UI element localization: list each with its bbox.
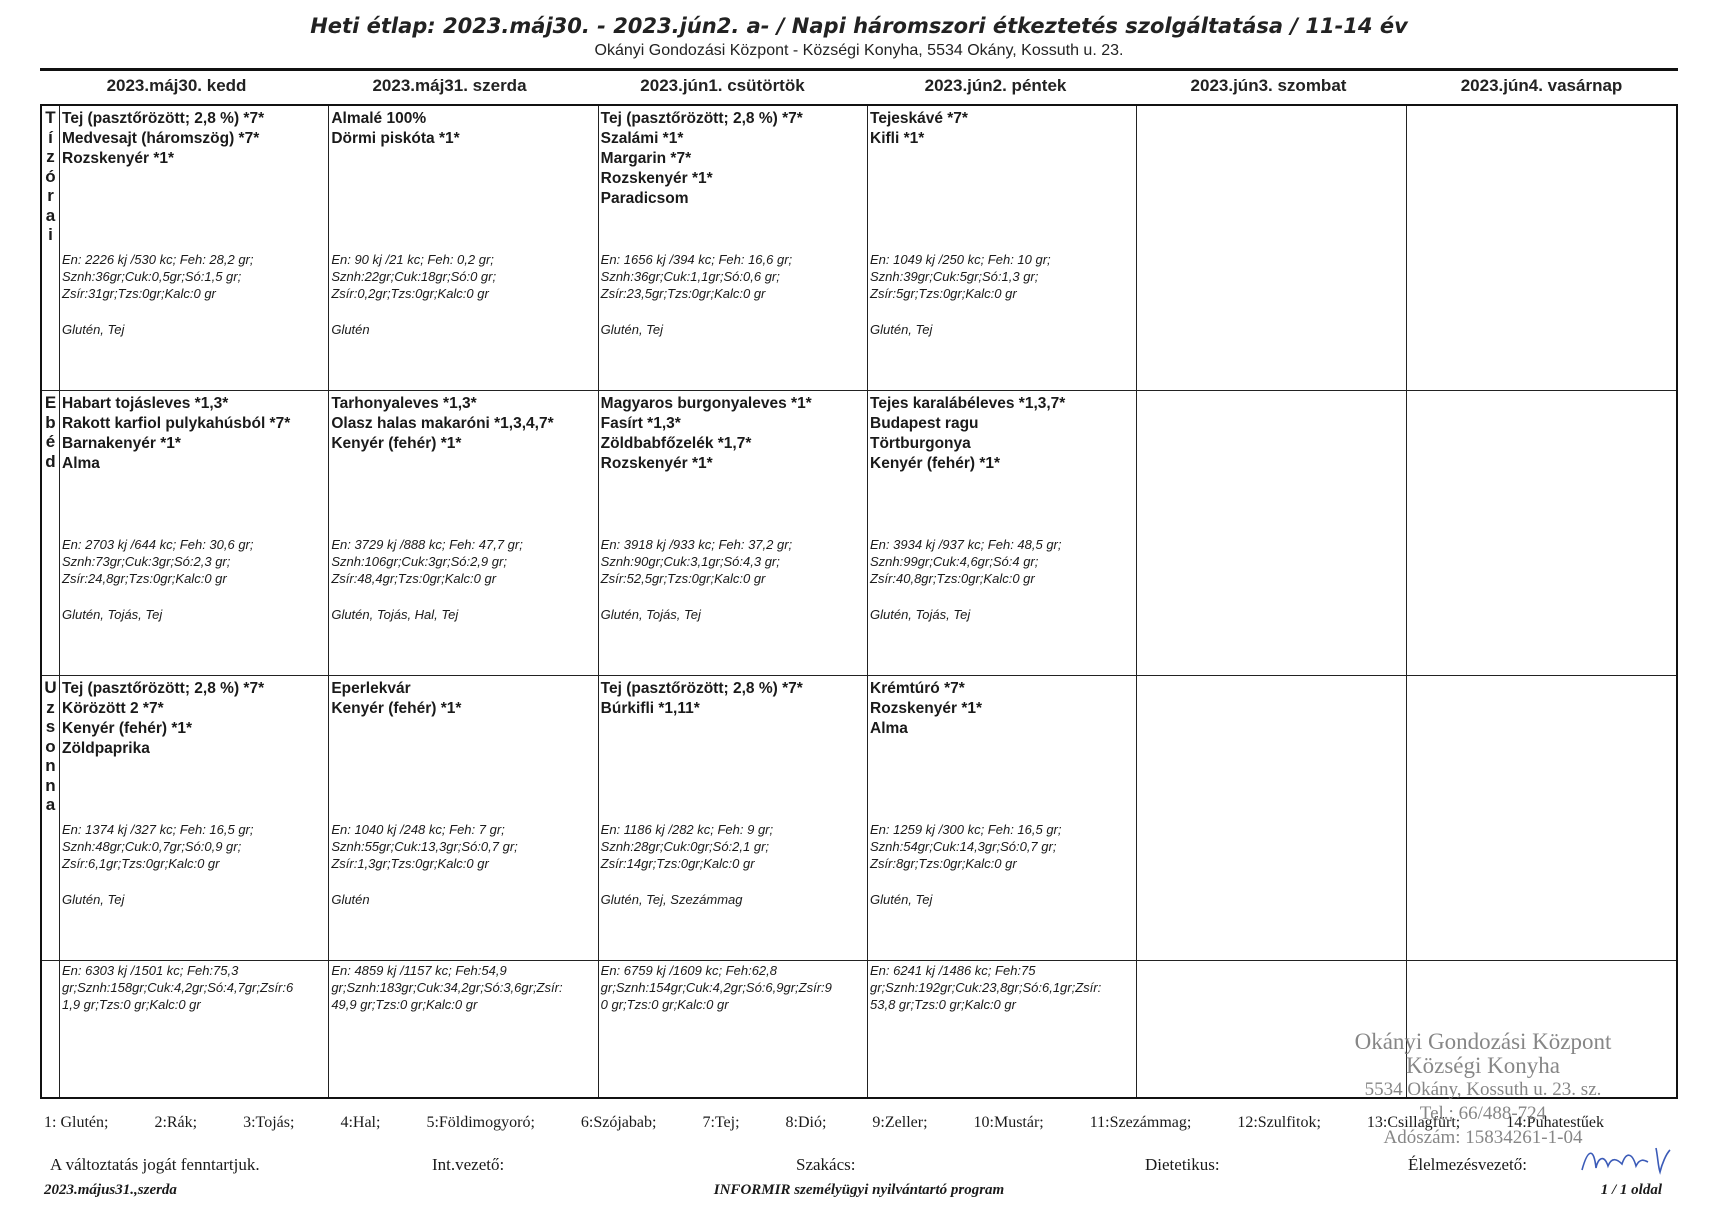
meal-label-letter: é [45, 432, 56, 451]
day-header-row [40, 72, 1678, 100]
menu-item: Paradicsom [600, 190, 689, 207]
menu-item: Alma [62, 455, 100, 472]
menu-item: Törtburgonya [870, 435, 971, 452]
menu-cell [329, 676, 598, 961]
empty-cell [1137, 676, 1406, 961]
total-line: 1,9 gr;Tzs:0 gr;Kalc:0 gr [62, 996, 201, 1012]
allergen-info: Glutén, Tej, Szezámmag [600, 892, 743, 907]
footer-program: INFORMIR személyügyi nyilvántartó program [713, 1182, 1005, 1198]
menu-item: Eperlekvár [331, 680, 411, 697]
institution-stamp [1318, 1030, 1648, 1150]
nutrition-line: En: 1049 kj /250 kc; Feh: 10 gr; [870, 252, 1051, 267]
total-line: En: 4859 kj /1157 kc; Feh:54,9 [331, 963, 507, 978]
menu-item: Tejeskávé *7* [870, 110, 968, 127]
menu-cell [868, 106, 1137, 391]
nutrition-line: Zsír:1,3gr;Tzs:0gr;Kalc:0 gr [331, 855, 489, 871]
menu-item: Habart tojásleves *1,3* [62, 395, 229, 412]
menu-grid [40, 104, 1678, 1099]
nutrition-line: En: 3729 kj /888 kc; Feh: 47,7 gr; [331, 537, 523, 552]
nutrition-line: En: 2703 kj /644 kc; Feh: 30,6 gr; [62, 537, 254, 552]
nutrition-line: En: 2226 kj /530 kc; Feh: 28,2 gr; [62, 252, 254, 267]
legend-item: 4:Hal; [340, 1114, 381, 1131]
total-line: gr;Sznh:158gr;Cuk:4,2gr;Só:4,7gr;Zsír:6 [62, 979, 294, 995]
nutrition-info [601, 252, 865, 302]
notice-text: A változtatás jogát fenntartjuk. [50, 1155, 260, 1174]
nutrition-line: Zsír:48,4gr;Tzs:0gr;Kalc:0 gr [331, 570, 497, 586]
menu-item: Barnakenyér *1* [62, 435, 181, 452]
allergen-info: Glutén, Tojás, Tej [62, 607, 163, 622]
menu-item: Almalé 100% [331, 110, 427, 127]
nutrition-info [601, 822, 865, 872]
nutrition-line: Zsír:5gr;Tzs:0gr;Kalc:0 gr [870, 285, 1017, 301]
nutrition-line: Zsír:40,8gr;Tzs:0gr;Kalc:0 gr [870, 570, 1035, 586]
menu-item: Kenyér (fehér) *1* [62, 720, 193, 737]
dietetikus-label: Dietetikus: [1145, 1155, 1220, 1174]
meal-label-letter: U [44, 678, 57, 697]
menu-cell [599, 106, 868, 391]
menu-item: Kifli *1* [870, 130, 925, 147]
empty-cell [1407, 106, 1676, 391]
nutrition-line: Sznh:73gr;Cuk:3gr;Só:2,3 gr; [62, 553, 231, 569]
stamp-line: Tel.: 66/488-724 [1419, 1103, 1547, 1124]
stamp-line: Okányi Gondozási Központ [1354, 1029, 1612, 1054]
legend-item: 8:Dió; [785, 1114, 827, 1131]
menu-item: Krémtúró *7* [870, 680, 965, 697]
meal-label-ebed [42, 391, 60, 676]
meal-label-letter: E [44, 393, 57, 412]
menu-item: Körözött 2 *7* [62, 700, 164, 717]
daily-total-cell [599, 961, 868, 1097]
menu-item: Szalámi *1* [600, 130, 684, 147]
nutrition-line: Zsír:23,5gr;Tzs:0gr;Kalc:0 gr [600, 285, 766, 301]
menu-cell [60, 676, 329, 961]
nutrition-line: Sznh:39gr;Cuk:5gr;Só:1,3 gr; [870, 268, 1039, 284]
menu-item: Rozskenyér *1* [600, 170, 713, 187]
meal-label-letter: n [45, 775, 56, 795]
empty-cell [1407, 391, 1676, 676]
allergen-info: Glutén [331, 892, 370, 907]
page-title: Heti étlap: 2023.máj30. - 2023.jún2. a- / Napi háromszori étkeztetés szolgáltatása / 11-14 év [310, 14, 1408, 38]
meal-label-letter: a [45, 205, 56, 225]
meal-label-tizorai [42, 106, 60, 391]
nutrition-line: Sznh:36gr;Cuk:1,1gr;Só:0,6 gr; [600, 268, 780, 284]
stamp-line: Községi Konyha [1406, 1053, 1560, 1078]
meal-label-letter: z [46, 697, 55, 717]
menu-item: Kenyér (fehér) *1* [331, 700, 462, 717]
menu-item: Tarhonyaleves *1,3* [331, 395, 477, 412]
menu-item: Magyaros burgonyaleves *1* [600, 395, 812, 412]
nutrition-line: En: 1259 kj /300 kc; Feh: 16,5 gr; [870, 822, 1062, 837]
empty-cell [1137, 391, 1406, 676]
day-header: 2023.jún1. csütörtök [640, 76, 805, 95]
menu-item: Zöldbabfőzelék *1,7* [600, 435, 752, 452]
nutrition-line: Sznh:48gr;Cuk:0,7gr;Só:0,9 gr; [62, 838, 242, 854]
total-line: En: 6303 kj /1501 kc; Feh:75,3 [62, 963, 239, 978]
total-line: 53,8 gr;Tzs:0 gr;Kalc:0 gr [870, 996, 1016, 1012]
daily-total-cell [868, 961, 1137, 1097]
header-rule [40, 68, 1678, 71]
allergen-info: Glutén, Tej [870, 892, 933, 907]
menu-item: Kenyér (fehér) *1* [870, 455, 1001, 472]
legend-item: 10:Mustár; [973, 1114, 1044, 1131]
legend-item: 9:Zeller; [872, 1114, 928, 1131]
meal-label-letter: n [45, 756, 56, 775]
stamp-line: Adószám: 15834261-1-04 [1383, 1127, 1583, 1148]
meal-label-letter: b [45, 412, 56, 432]
allergen-info: Glutén [331, 322, 370, 337]
nutrition-line: En: 1040 kj /248 kc; Feh: 7 gr; [331, 822, 505, 837]
nutrition-line: En: 1374 kj /327 kc; Feh: 16,5 gr; [62, 822, 254, 837]
menu-item: Rozskenyér *1* [62, 150, 175, 167]
legend-item: 6:Szójabab; [580, 1114, 657, 1131]
legend-item: 7:Tej; [702, 1114, 740, 1131]
meal-label-letter: ó [45, 166, 56, 186]
int-vezeto-label: Int.vezető: [432, 1155, 505, 1174]
nutrition-info [870, 822, 1134, 872]
totals-label-cell [42, 961, 60, 1097]
menu-cell [599, 676, 868, 961]
total-line: gr;Sznh:154gr;Cuk:4,2gr;Só:6,9gr;Zsír:9 [600, 979, 832, 995]
total-line: 49,9 gr;Tzs:0 gr;Kalc:0 gr [331, 996, 478, 1012]
nutrition-info [870, 252, 1134, 302]
menu-cell [868, 391, 1137, 676]
menu-item: Fasírt *1,3* [600, 415, 681, 432]
menu-cell [60, 106, 329, 391]
nutrition-info [62, 252, 326, 302]
legend-item: 11:Szezámmag; [1089, 1114, 1192, 1131]
nutrition-line: Zsír:24,8gr;Tzs:0gr;Kalc:0 gr [62, 570, 227, 586]
total-line: gr;Sznh:192gr;Cuk:23,8gr;Só:6,1gr;Zsír: [870, 979, 1102, 995]
meal-label-letter: z [46, 147, 55, 166]
menu-item: Rakott karfiol pulykahúsból *7* [62, 415, 291, 432]
menu-item: Olasz halas makaróni *1,3,4,7* [331, 415, 554, 432]
menu-item: Tej (pasztőrözött; 2,8 %) *7* [62, 110, 265, 127]
daily-total-cell [60, 961, 329, 1097]
menu-item: Dörmi piskóta *1* [331, 130, 460, 147]
menu-item: Búrkifli *1,11* [600, 700, 700, 717]
allergen-info: Glutén, Tojás, Tej [600, 607, 701, 622]
meal-label-letter: d [45, 451, 56, 471]
meal-label-letter: s [45, 717, 56, 736]
legend-item: 14:Puhatestűek [1506, 1114, 1604, 1131]
allergen-info: Glutén, Tej [600, 322, 664, 337]
meal-label-letter: T [45, 108, 56, 127]
nutrition-line: Zsír:31gr;Tzs:0gr;Kalc:0 gr [62, 285, 216, 301]
menu-cell [329, 391, 598, 676]
menu-item: Tejes karalábéleves *1,3,7* [870, 395, 1066, 412]
empty-cell [1407, 676, 1676, 961]
legend-item: 3:Tojás; [243, 1114, 295, 1131]
meal-label-uzsonna [42, 676, 60, 961]
nutrition-line: En: 1186 kj /282 kc; Feh: 9 gr; [600, 822, 774, 837]
menu-cell [329, 106, 598, 391]
meal-label-letter: i [48, 225, 53, 244]
day-header: 2023.jún3. szombat [1190, 76, 1347, 95]
szakacs-label: Szakács: [796, 1155, 856, 1174]
menu-item: Tej (pasztőrözött; 2,8 %) *7* [62, 680, 265, 697]
nutrition-line: Sznh:28gr;Cuk:0gr;Só:2,1 gr; [600, 838, 770, 854]
nutrition-info [62, 822, 326, 872]
allergen-info: Glutén, Tojás, Tej [870, 607, 971, 622]
menu-item: Tej (pasztőrözött; 2,8 %) *7* [600, 110, 803, 127]
nutrition-line: En: 3934 kj /937 kc; Feh: 48,5 gr; [870, 537, 1062, 552]
meal-label-letter: a [45, 795, 56, 814]
page-subtitle: Okányi Gondozási Központ - Községi Konyha, 5534 Okány, Kossuth u. 23. [594, 42, 1124, 59]
legend-item: 5:Földimogyoró; [426, 1114, 535, 1131]
nutrition-line: Sznh:36gr;Cuk:0,5gr;Só:1,5 gr; [62, 268, 242, 284]
nutrition-line: En: 90 kj /21 kc; Feh: 0,2 gr; [331, 252, 494, 267]
stamp-line: 5534 Okány, Kossuth u. 23. sz. [1364, 1079, 1602, 1100]
nutrition-line: En: 3918 kj /933 kc; Feh: 37,2 gr; [600, 537, 793, 552]
total-line: En: 6759 kj /1609 kc; Feh:62,8 [600, 963, 777, 978]
legend-item: 13:Csillagfürt; [1366, 1114, 1461, 1131]
allergen-info: Glutén, Tej [870, 322, 933, 337]
nutrition-line: En: 1656 kj /394 kc; Feh: 16,6 gr; [600, 252, 793, 267]
meal-label-letter: r [47, 186, 54, 205]
legend-item: 2:Rák; [154, 1114, 198, 1131]
nutrition-line: Sznh:55gr;Cuk:13,3gr;Só:0,7 gr; [331, 838, 518, 854]
nutrition-line: Zsír:0,2gr;Tzs:0gr;Kalc:0 gr [331, 285, 489, 301]
nutrition-line: Zsír:6,1gr;Tzs:0gr;Kalc:0 gr [62, 855, 220, 871]
menu-cell [868, 676, 1137, 961]
allergen-info: Glutén, Tej [62, 892, 125, 907]
footer-date: 2023.május31.,szerda [44, 1182, 177, 1198]
nutrition-info [331, 252, 595, 302]
total-line: gr;Sznh:183gr;Cuk:34,2gr;Só:3,6gr;Zsír: [331, 979, 563, 995]
footer-page: 1 / 1 oldal [1600, 1182, 1662, 1198]
meal-label-letter: í [48, 127, 53, 147]
nutrition-info [601, 537, 865, 587]
nutrition-info [331, 537, 595, 587]
nutrition-line: Zsír:52,5gr;Tzs:0gr;Kalc:0 gr [600, 570, 766, 586]
allergen-info: Glutén, Tojás, Hal, Tej [331, 607, 459, 622]
menu-item: Medvesajt (háromszög) *7* [62, 130, 260, 147]
total-line: 0 gr;Tzs:0 gr;Kalc:0 gr [600, 996, 729, 1012]
nutrition-line: Zsír:8gr;Tzs:0gr;Kalc:0 gr [870, 855, 1017, 871]
menu-item: Zöldpaprika [62, 740, 150, 757]
menu-item: Budapest ragu [870, 415, 979, 432]
menu-item: Margarin *7* [600, 150, 692, 167]
menu-cell [599, 391, 868, 676]
allergen-info: Glutén, Tej [62, 322, 125, 337]
day-header: 2023.máj31. szerda [372, 76, 527, 95]
nutrition-line: Sznh:99gr;Cuk:4,6gr;Só:4 gr; [870, 553, 1039, 569]
signature-scribble [1578, 1140, 1674, 1180]
legend-item: 12:Szulfitok; [1237, 1114, 1321, 1131]
nutrition-line: Zsír:14gr;Tzs:0gr;Kalc:0 gr [600, 855, 755, 871]
nutrition-info [62, 537, 326, 587]
elelmezesvezeto-label: Élelmezésvezető: [1408, 1155, 1527, 1174]
menu-item: Tej (pasztőrözött; 2,8 %) *7* [600, 680, 803, 697]
legend-item: 1: Glutén; [44, 1114, 109, 1131]
day-header: 2023.jún2. péntek [924, 76, 1067, 95]
nutrition-line: Sznh:90gr;Cuk:3,1gr;Só:4,3 gr; [600, 553, 780, 569]
nutrition-info [331, 822, 595, 872]
menu-cell [60, 391, 329, 676]
empty-cell [1137, 106, 1406, 391]
daily-total-cell [329, 961, 598, 1097]
menu-item: Alma [870, 720, 908, 737]
day-header: 2023.jún4. vasárnap [1460, 76, 1623, 95]
menu-item: Rozskenyér *1* [600, 455, 713, 472]
menu-item: Kenyér (fehér) *1* [331, 435, 462, 452]
nutrition-line: Sznh:22gr;Cuk:18gr;Só:0 gr; [331, 268, 497, 284]
nutrition-line: Sznh:106gr;Cuk:3gr;Só:2,9 gr; [331, 553, 507, 569]
nutrition-info [870, 537, 1134, 587]
menu-item: Rozskenyér *1* [870, 700, 983, 717]
nutrition-line: Sznh:54gr;Cuk:14,3gr;Só:0,7 gr; [870, 838, 1057, 854]
total-line: En: 6241 kj /1486 kc; Feh:75 [870, 963, 1036, 978]
meal-label-letter: o [45, 736, 56, 756]
day-header: 2023.máj30. kedd [106, 76, 247, 95]
